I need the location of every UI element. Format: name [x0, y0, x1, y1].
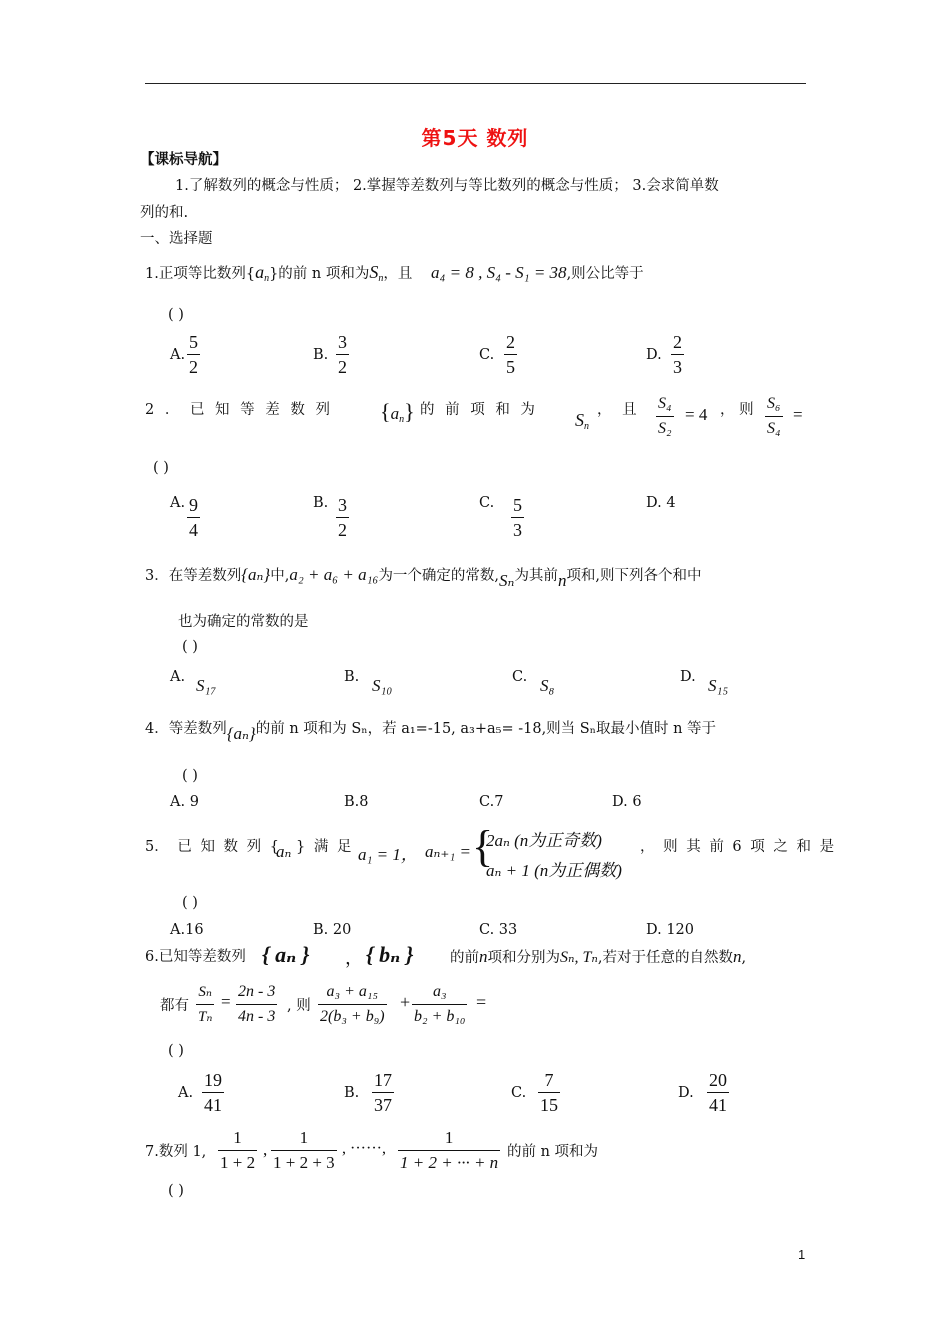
question-6-start: 6.已知等差数列 — [145, 949, 246, 965]
q4-option-c: C.7 — [479, 794, 504, 810]
answer-paren-7: ( ) — [168, 1183, 184, 1199]
q3-option-d-label: D. — [680, 669, 696, 685]
q2-eq2: = — [793, 405, 803, 424]
q3-option-d-value: S₁₅ — [708, 676, 729, 695]
question-3: 3．在等差数列{aₙ}中,a₂ + a₆ + a₁₆为一个确定的常数,Sₙ为其前n项和,则下列各个和中 — [145, 565, 702, 590]
header-rule — [145, 83, 806, 84]
q2-option-d: D. 4 — [646, 495, 676, 511]
q1-option-d-label: D. — [646, 347, 662, 363]
question-5-start: 5． 已 知 数 列 { — [145, 839, 279, 855]
q5-option-b: B. 20 — [313, 922, 352, 938]
q5-case-1: 2aₙ (n为正奇数) — [486, 831, 602, 850]
q6-comma: ， — [345, 948, 363, 968]
q2-text-4: ， 则 — [720, 402, 754, 418]
q5-brace: { — [472, 822, 494, 871]
answer-paren-2: ( ) — [153, 460, 169, 476]
q5-seq: aₙ — [276, 842, 292, 861]
q6-option-b-label: B. — [344, 1085, 360, 1101]
q6-eq-2: = — [476, 992, 487, 1012]
q6-frac-4: a₃ b₂ + b₁₀ — [414, 983, 466, 1025]
q1-option-a-frac: 5 2 — [189, 332, 198, 377]
q6-option-a-label: A. — [178, 1085, 194, 1101]
q6-option-d-frac: 20 41 — [709, 1070, 727, 1115]
q4-option-d: D. 6 — [612, 794, 642, 810]
q2-text-3: ， 且 — [597, 402, 637, 418]
q2-option-a-label: A. — [170, 495, 186, 511]
answer-paren-6: ( ) — [168, 1043, 184, 1059]
q6-option-d-label: D. — [678, 1085, 694, 1101]
q6-frac-3: a₃ + a₁₅ 2(b₃ + b₉) — [320, 983, 385, 1025]
q6-text-then: , 则 — [287, 998, 311, 1014]
q5-option-a: A.16 — [170, 922, 204, 938]
q5-an1: aₙ₊₁ = — [425, 842, 471, 861]
q2-sequence: $\{a_n\}$ — [380, 399, 415, 425]
page-title: 第5天 数列 — [421, 126, 529, 150]
q2-text-2: 的 前 项 和 为 — [420, 402, 535, 418]
q6-eq-1: = — [221, 992, 231, 1011]
q5-text-2: } 满 足 — [296, 839, 352, 855]
answer-paren-5: ( ) — [182, 895, 198, 911]
q6-line-2-start: 都有 — [160, 998, 189, 1014]
answer-paren-1: ( ) — [168, 307, 184, 323]
q7-dots: , ······, — [342, 1140, 386, 1157]
q3-option-a-label: A. — [170, 669, 186, 685]
q1-option-b-frac: 3 2 — [338, 332, 347, 377]
q5-option-c: C. 33 — [479, 922, 518, 938]
q6-frac-ratio: 2n - 3 4n - 3 — [238, 983, 276, 1025]
intro-line-1: 1.了解数列的概念与性质； 2.掌握等差数列与等比数列的概念与性质； 3.会求简单数 — [175, 178, 719, 194]
q7-frac-2: 1 1 + 2 + 3 — [273, 1128, 335, 1172]
q7-text-2: 的前 n 项和为 — [507, 1144, 599, 1160]
question-2-start: 2 ． 已 知 等 差 数 列 — [145, 402, 330, 418]
q1-option-b-label: B. — [313, 347, 329, 363]
question-4: 4．等差数列{aₙ}的前 n 项和为 Sₙ，若 a₁=-15, a₃+a₅= -18,则当 Sₙ取最小值时 n 等于 — [145, 721, 717, 743]
q3-option-a-value: S₁₇ — [196, 676, 217, 695]
q2-sn: $S_n$ — [575, 410, 589, 432]
q5-text-3: ， 则 其 前 6 项 之 和 是 — [640, 839, 835, 855]
q1-option-d-frac: 2 3 — [673, 332, 682, 377]
q3-option-b-value: S₁₀ — [372, 676, 393, 695]
q6-line-1: 的前n项和分别为Sₙ, Tₙ,若对于任意的自然数n, — [450, 947, 747, 966]
q5-case-2: aₙ + 1 (n为正偶数) — [486, 861, 622, 880]
intro-line-2: 列的和. — [140, 205, 189, 221]
q2-option-a-frac: 9 4 — [189, 495, 198, 540]
q3-option-b-label: B. — [344, 669, 360, 685]
q6-option-c-label: C. — [511, 1085, 527, 1101]
section-heading: 一、选择题 — [140, 231, 213, 247]
q2-option-b-frac: 3 2 — [338, 495, 347, 540]
q5-a1: a₁ = 1， — [358, 845, 418, 864]
q6-frac-st: Sₙ Tₙ — [198, 984, 213, 1025]
q2-option-b-label: B. — [313, 495, 329, 511]
q5-option-d: D. 120 — [646, 922, 695, 938]
q1-option-a-label: A. — [170, 347, 186, 363]
question-1: 1.正项等比数列$\{a_n\}$的前 n 项和为$S_n$，且 a₄ = 8 , S₄ - S₁ = 38,则公比等于 — [145, 262, 644, 284]
q3-line-2: 也为确定的常数的是 — [178, 614, 309, 630]
section-label: 【课标导航】 — [140, 152, 227, 168]
q2-frac-2: S₆ S₄ — [767, 395, 781, 437]
q2-option-c-frac: 5 3 — [513, 495, 522, 540]
q4-option-a: A. 9 — [170, 794, 199, 810]
answer-paren-4: ( ) — [182, 768, 198, 784]
q6-option-c-frac: 7 15 — [540, 1070, 558, 1115]
q2-option-c-label: C. — [479, 495, 495, 511]
q6-seq-a: { aₙ } — [262, 942, 310, 967]
q7-comma: , — [263, 1140, 268, 1159]
q3-option-c-value: S₈ — [540, 676, 555, 695]
question-7-start: 7.数列 1, — [145, 1144, 207, 1160]
q1-option-c-frac: 2 5 — [506, 332, 515, 377]
q6-option-b-frac: 17 37 — [374, 1070, 392, 1115]
q6-option-a-frac: 19 41 — [204, 1070, 222, 1115]
q7-frac-1: 1 1 + 2 — [220, 1128, 256, 1172]
q7-frac-3: 1 1 + 2 + ··· + n — [400, 1128, 499, 1172]
answer-paren-3: ( ) — [182, 639, 198, 655]
q4-option-b: B.8 — [344, 794, 369, 810]
q2-frac-1: S₄ S₂ — [658, 395, 672, 437]
q2-eq: = 4 — [685, 405, 708, 424]
page-number: 1 — [798, 1247, 806, 1262]
q3-option-c-label: C. — [512, 669, 528, 685]
q6-plus: + — [400, 992, 411, 1012]
q1-option-c-label: C. — [479, 347, 495, 363]
q6-seq-b: { bₙ } — [366, 942, 414, 967]
